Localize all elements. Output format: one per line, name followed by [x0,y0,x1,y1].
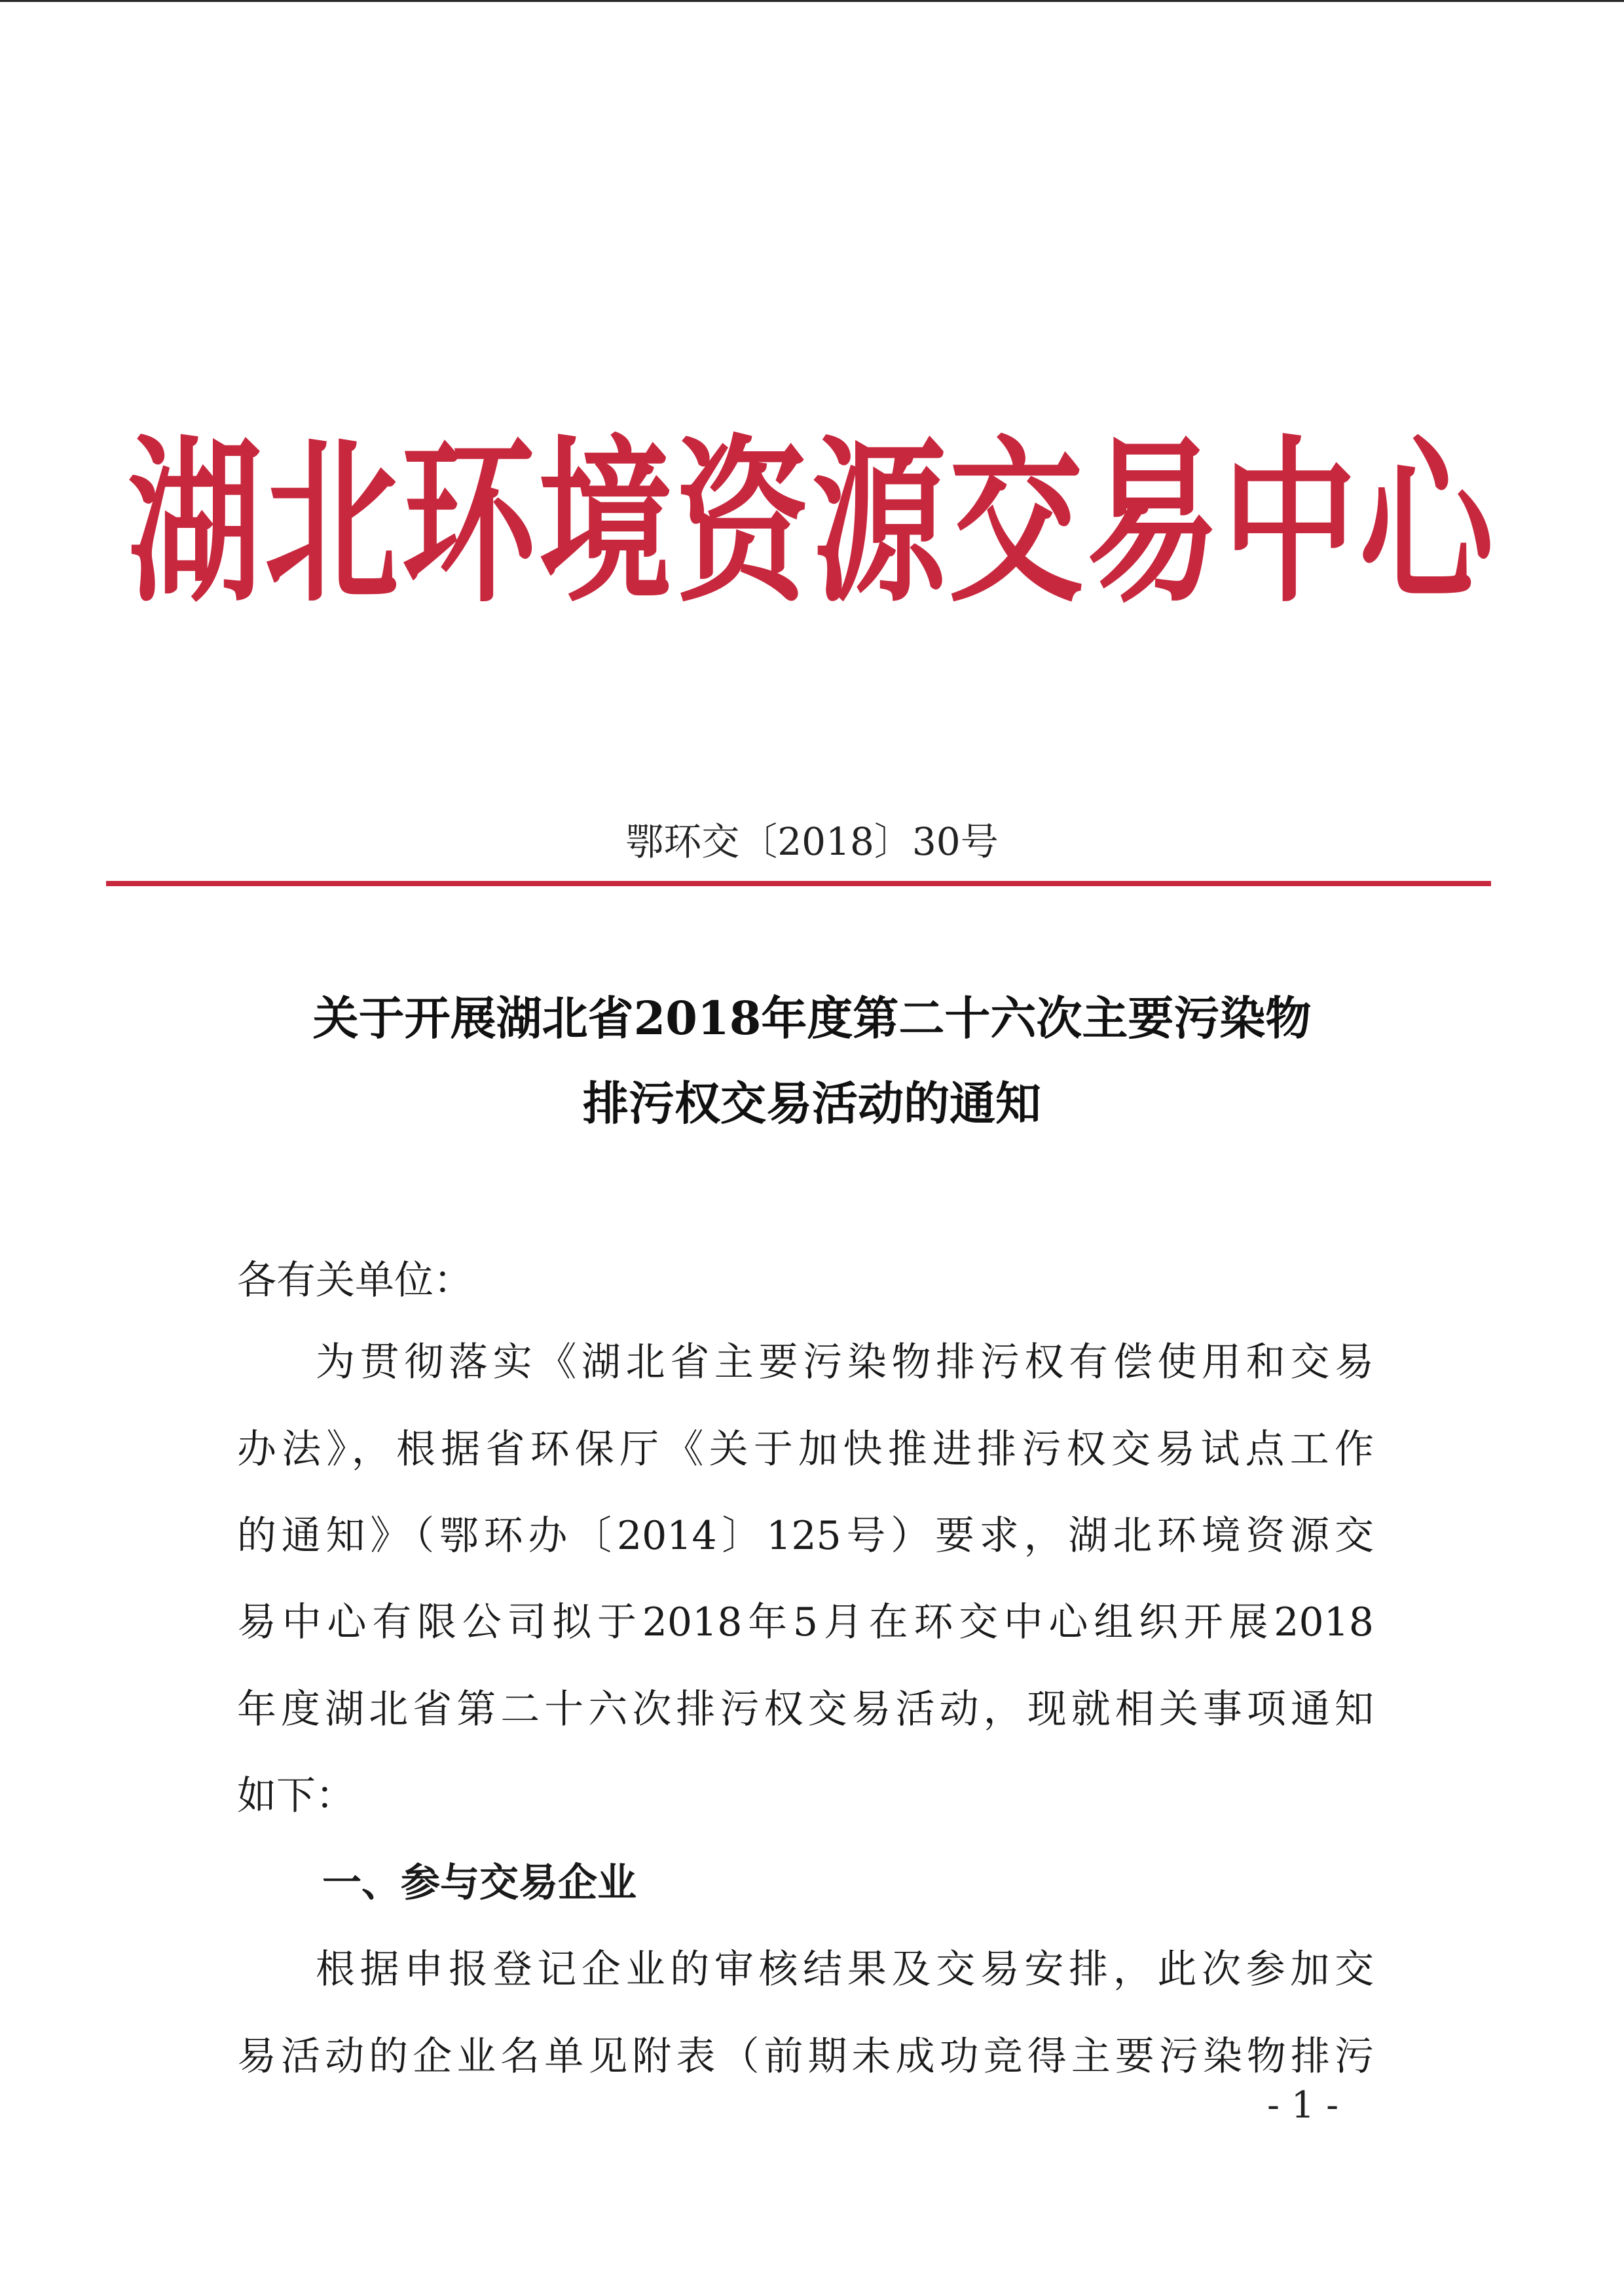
paragraph-1-line-5: 年度湖北省第二十六次排污权交易活动，现就相关事项通知 [237,1687,1374,1732]
page-number: - 1 - [1267,2084,1339,2127]
paragraph-1-line-1: 为贯彻落实《湖北省主要污染物排污权有偿使用和交易 [316,1339,1374,1385]
paragraph-1-line-6: 如下： [237,1773,355,1819]
paragraph-2-line-1: 根据申报登记企业的审核结果及交易安排，此次参加交 [316,1947,1374,1992]
page-top-edge [0,0,1624,2]
paragraph-1-line-3: 的通知》（鄂环办〔2014〕125号）要求，湖北环境资源交 [237,1513,1374,1559]
masthead-title: 湖北环境资源交易中心 [128,420,1496,627]
notice-title-line-1: 关于开展湖北省2018年度第二十六次主要污染物 [312,991,1312,1045]
document-number: 鄂环交〔2018〕30号 [625,819,999,864]
notice-title [131,976,1493,1146]
paragraph-1-line-2: 办法》，根据省环保厅《关于加快推进排污权交易试点工作 [237,1427,1374,1472]
paragraph-2-line-2: 易活动的企业名单见附表（前期未成功竞得主要污染物排污 [237,2034,1374,2080]
salutation: 各有关单位： [237,1258,473,1303]
section-1-heading: 一、参与交易企业 [322,1860,637,1906]
notice-title-line-2: 排污权交易活动的通知 [583,1076,1041,1130]
red-divider-line [106,881,1491,886]
paragraph-1-line-4: 易中心有限公司拟于2018年5月在环交中心组织开展2018 [237,1599,1374,1645]
